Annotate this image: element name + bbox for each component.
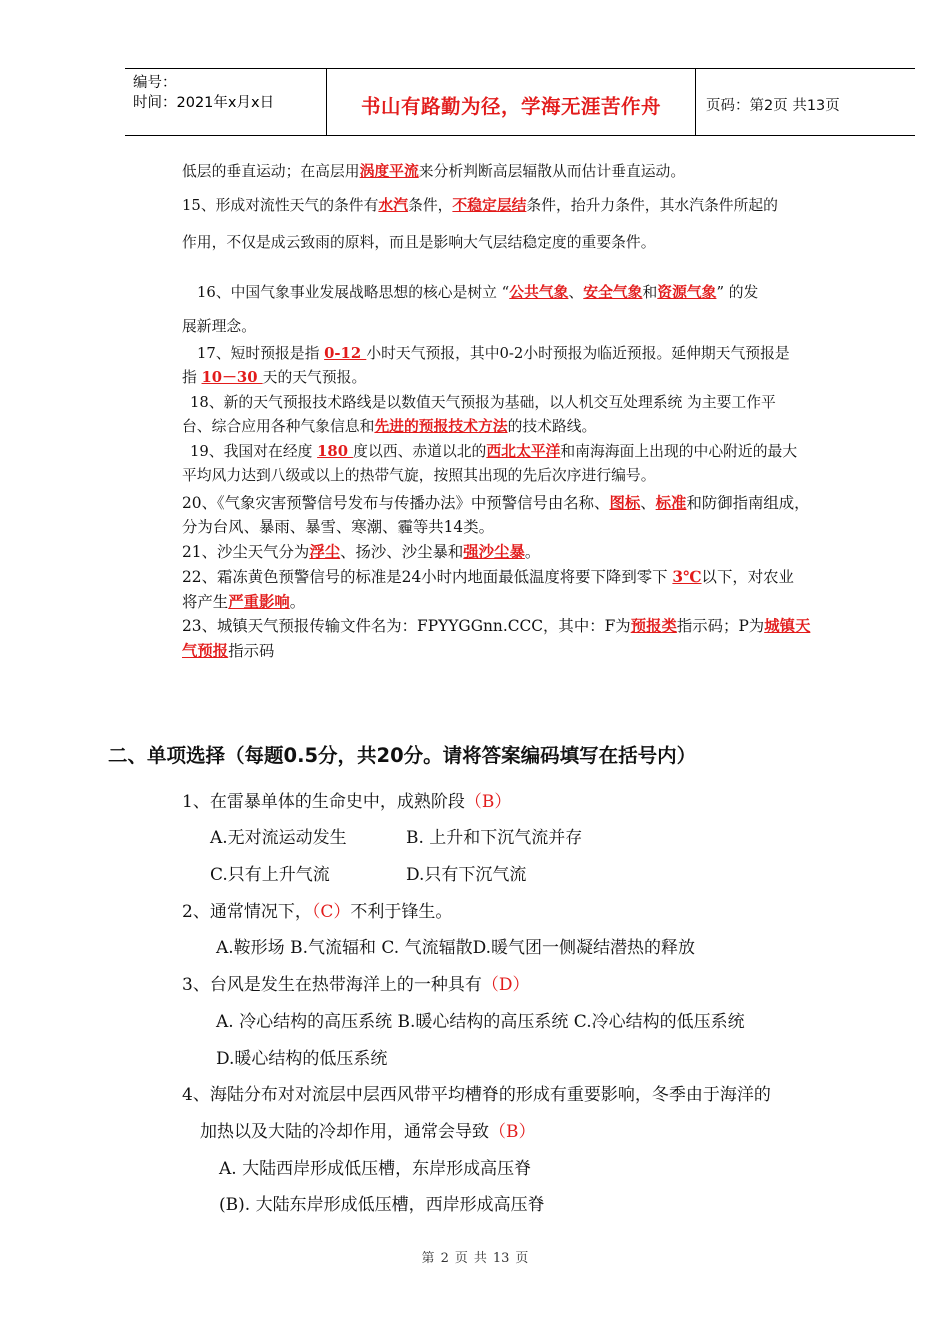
text: 小时天气预报，其中0-2小时预报为临近预报。延伸期天气预报是 (366, 345, 790, 362)
fill-line (182, 592, 305, 612)
answer: 水汽 (378, 197, 409, 214)
option: A.无对流运动发生 (210, 828, 347, 848)
answer: 预报类 (630, 617, 677, 635)
option: A. 冷心结构的高压系统 B.暖心结构的高压系统 C.冷心结构的低压系统 (216, 1012, 745, 1032)
text: 加热以及大陆的冷却作用，通常会导致 (200, 1122, 489, 1142)
text: 平均风力达到八级或以上的热带气旋，按照其出现的先后次序进行编号。 (182, 467, 656, 484)
answer: （B） (489, 1122, 536, 1142)
section-title: 二、单项选择（每题0.5分，共20分。请将答案编码填写在括号内） (108, 744, 697, 767)
answer: 安全气象 (583, 284, 643, 301)
fill-line (182, 162, 685, 182)
time-label: 时间：2021年x月x日 (133, 95, 275, 111)
text: 18、新的天气预报技术路线是以数值天气预报为基础，以人机交互处理系统 为主要工作平 (190, 394, 776, 411)
fill-line (182, 542, 540, 562)
option: A. 大陆西岸形成低压槽，东岸形成高压脊 (219, 1159, 532, 1179)
answer: （D） (481, 975, 530, 995)
text: 条件，抬升力条件，其水汽条件所起的 (526, 197, 778, 214)
footer-text: 页 (454, 1251, 468, 1266)
header-mid-cell (327, 69, 696, 135)
fill-line (182, 196, 778, 216)
option: D.只有下沉气流 (406, 865, 527, 885)
answer: 公共气象 (509, 284, 569, 301)
text: 16、中国气象事业发展战略思想的核心是树立 “ (197, 284, 510, 301)
option: D.暖心结构的低压系统 (216, 1049, 388, 1069)
text: 、 (568, 284, 584, 301)
header-right-cell (696, 69, 915, 135)
question-stem (182, 790, 511, 814)
page-footer (0, 1247, 950, 1266)
text: 将产生 (182, 593, 229, 611)
text: 2、通常情况下， (182, 902, 312, 922)
text: 指示码；P为 (676, 617, 765, 635)
fill-line (182, 466, 656, 486)
option: C.只有上升气流 (210, 865, 330, 885)
text: 22、霜冻黄色预警信号的标准是24小时内地面最低温度将要下降到零下 (182, 568, 673, 586)
answer: 气预报 (182, 642, 229, 660)
fill-line (182, 493, 810, 513)
text: 条件， (408, 197, 453, 214)
answer: 10－30 (201, 369, 263, 386)
text: 。 (289, 593, 306, 611)
fill-line (190, 442, 797, 462)
question-stem (200, 1120, 536, 1144)
answer: 图标 (609, 494, 641, 512)
text: 作用，不仅是成云致雨的原料，而且是影响大气层结稳定度的重要条件。 (182, 234, 656, 251)
fill-line (197, 283, 758, 303)
text: 台、综合应用各种气象信息和 (182, 418, 375, 435)
answer: 强沙尘暴 (463, 543, 525, 561)
footer-page-number: 2 (440, 1251, 449, 1266)
text: 、扬沙、沙尘暴和 (340, 543, 464, 561)
text: 、 (640, 494, 656, 512)
text: 19、我国对在经度 (190, 443, 318, 460)
text: 展新理念。 (182, 318, 256, 335)
fill-line (182, 368, 366, 388)
number-label: 编号： (133, 75, 177, 91)
text: 不利于锋生。 (350, 902, 453, 922)
fill-line (197, 344, 790, 364)
question-stem (182, 973, 529, 997)
question-stem (182, 900, 452, 924)
fill-line (190, 393, 776, 413)
text: 20、《气象灾害预警信号发布与传播办法》中预警信号由名称、 (182, 494, 610, 512)
text: 17、短时预报是指 (197, 345, 325, 362)
header-left-cell (125, 69, 327, 135)
text: 指示码 (228, 642, 275, 660)
answer: （C） (311, 902, 351, 922)
text: 天的天气预报。 (262, 369, 367, 386)
footer-text: 第 (421, 1251, 435, 1266)
answer: 西北太平洋 (486, 443, 561, 460)
fill-line (182, 567, 794, 587)
text: 分为台风、暴雨、暴雪、寒潮、霾等共14类。 (182, 518, 495, 536)
text: 15、形成对流性天气的条件有 (182, 197, 379, 214)
answer: 资源气象 (657, 284, 717, 301)
answer: 0-12 (324, 345, 367, 362)
motto: 书山有路勤为径，学海无涯苦作舟 (360, 95, 661, 118)
footer-text: 页 (515, 1251, 529, 1266)
option: (B). 大陆东岸形成低压槽，西岸形成高压脊 (219, 1195, 545, 1215)
answer: 涡度平流 (359, 163, 419, 180)
answer: 城镇天 (764, 617, 811, 635)
page-header (125, 68, 915, 136)
answer: 严重影响 (228, 593, 290, 611)
text: 21、沙尘天气分为 (182, 543, 310, 561)
text: 23、城镇天气预报传输文件名为：FPYYGGnn.CCC，其中：F为 (182, 617, 631, 635)
text: 1、在雷暴单体的生命史中，成熟阶段 (182, 792, 465, 812)
fill-line (182, 517, 494, 537)
text: 。 (524, 543, 541, 561)
text: 来分析判断高层辐散从而估计垂直运动。 (418, 163, 686, 180)
answer: 180 (317, 443, 354, 460)
footer-total-pages: 13 (492, 1251, 510, 1266)
answer: 不稳定层结 (452, 197, 527, 214)
answer: （B） (464, 792, 512, 812)
answer: 3℃ (672, 568, 702, 586)
question-stem: 4、海陆分布对对流层中层西风带平均槽脊的形成有重要影响，冬季由于海洋的 (182, 1085, 771, 1105)
text: ” 的发 (716, 284, 759, 301)
answer: 先进的预报技术方法 (374, 418, 508, 435)
text: 指 (182, 369, 202, 386)
text: 3、台风是发生在热带海洋上的一种具有 (182, 975, 482, 995)
answer: 浮尘 (309, 543, 341, 561)
text: 和 (642, 284, 658, 301)
text: 以下，对农业 (701, 568, 794, 586)
fill-line (182, 641, 274, 661)
page-info: 页码：第2页 共13页 (706, 98, 840, 114)
text: 和南海海面上出现的中心附近的最大 (560, 443, 798, 460)
fill-line (182, 317, 256, 337)
text: 低层的垂直运动；在高层用 (182, 163, 360, 180)
fill-line (182, 417, 596, 437)
footer-text: 共 (473, 1251, 487, 1266)
option: A.鞍形场 B.气流辐和 C. 气流辐散D.暖气团一侧凝结潜热的释放 (216, 938, 696, 958)
fill-line (182, 616, 810, 636)
text: 的技术路线。 (507, 418, 597, 435)
text: 和防御指南组成， (686, 494, 810, 512)
answer: 标准 (655, 494, 687, 512)
option: B. 上升和下沉气流并存 (406, 828, 583, 848)
text: 度以西、赤道以北的 (353, 443, 487, 460)
fill-line (182, 233, 656, 253)
